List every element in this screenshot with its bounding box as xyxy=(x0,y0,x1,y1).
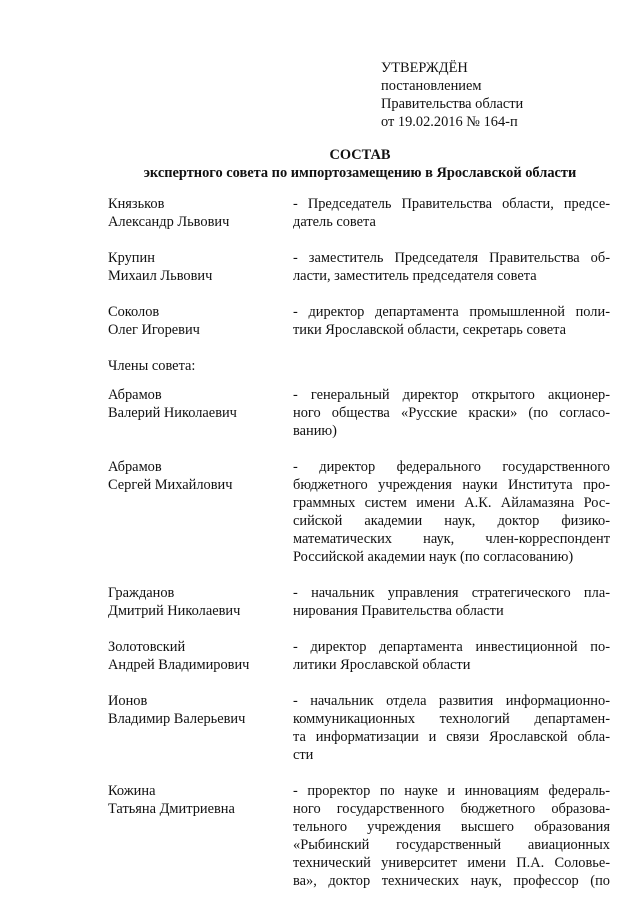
title-line-2: экспертного совета по импортозамещению в Ярославской области xyxy=(143,165,577,181)
person-given-names: Олег Игоревич xyxy=(108,322,200,338)
role-line: ного общества «Русские краски» (по согласо- xyxy=(293,405,610,421)
person-surname: Князьков xyxy=(108,196,165,212)
person-given-names: Александр Львович xyxy=(108,214,230,230)
role-line: литики Ярославской области xyxy=(293,657,471,673)
person-name xyxy=(108,386,293,440)
council-row xyxy=(108,195,608,231)
role-line: - генеральный директор открытого акционер- xyxy=(293,387,610,403)
person-surname: Кожина xyxy=(108,783,156,799)
person-given-names: Татьяна Дмитриевна xyxy=(108,801,235,817)
person-name xyxy=(108,303,293,339)
person-given-names: Валерий Николаевич xyxy=(108,405,237,421)
council-row xyxy=(108,692,608,764)
person-name xyxy=(108,584,293,620)
role-line: бюджетного учреждения науки Института про- xyxy=(293,477,610,493)
approval-line-3: Правительства области xyxy=(381,96,524,112)
person-name xyxy=(108,458,293,566)
person-surname: Соколов xyxy=(108,304,160,320)
person-surname: Ионов xyxy=(108,693,148,709)
council-row xyxy=(108,386,608,440)
council-row xyxy=(108,458,608,566)
person-given-names: Михаил Львович xyxy=(108,268,213,284)
role-line: - заместитель Председателя Правительства об- xyxy=(293,250,610,266)
members-label: Члены совета: xyxy=(108,358,196,374)
person-surname: Гражданов xyxy=(108,585,175,601)
person-name xyxy=(108,782,293,890)
document-title xyxy=(100,146,620,182)
role-line: граммных систем имени А.К. Айламазяна Рос- xyxy=(293,495,610,511)
person-given-names: Сергей Михайлович xyxy=(108,477,233,493)
role-line: - проректор по науке и инновациям федераль- xyxy=(293,783,610,799)
role-line: сийской академии наук, доктор физико- xyxy=(293,513,610,529)
person-surname: Абрамов xyxy=(108,459,162,475)
person-surname: Золотовский xyxy=(108,639,186,655)
role-line: ва», доктор технических наук, профессор (по xyxy=(293,873,610,889)
title-line-1: СОСТАВ xyxy=(329,147,391,163)
council-row xyxy=(108,303,608,339)
person-surname: Крупин xyxy=(108,250,155,266)
role-line: датель совета xyxy=(293,214,376,230)
person-role xyxy=(293,638,610,674)
role-line: тельного учреждения высшего образования xyxy=(293,819,610,835)
person-name xyxy=(108,638,293,674)
person-name xyxy=(108,249,293,285)
approval-stamp xyxy=(381,59,611,131)
role-line: нирования Правительства области xyxy=(293,603,504,619)
person-role xyxy=(293,458,610,566)
person-given-names: Дмитрий Николаевич xyxy=(108,603,241,619)
role-line: математических наук, член-корреспондент xyxy=(293,531,610,547)
role-line: - начальник управления стратегического пла- xyxy=(293,585,610,601)
person-role xyxy=(293,386,610,440)
role-line: сти xyxy=(293,747,314,763)
person-given-names: Владимир Валерьевич xyxy=(108,711,246,727)
role-line: Российской академии наук (по согласованию) xyxy=(293,549,574,565)
role-line: - Председатель Правительства области, предсе- xyxy=(293,196,610,212)
person-role xyxy=(293,303,610,339)
approval-line-1: УТВЕРЖДЁН xyxy=(381,60,468,76)
role-line: - начальник отдела развития информационно- xyxy=(293,693,610,709)
council-row xyxy=(108,584,608,620)
person-given-names: Андрей Владимирович xyxy=(108,657,250,673)
approval-line-2: постановлением xyxy=(381,78,482,94)
role-line: та информатизации и связи Ярославской обла- xyxy=(293,729,610,745)
person-name xyxy=(108,195,293,231)
role-line: коммуникационных технологий департамен- xyxy=(293,711,610,727)
role-line: - директор федерального государственного xyxy=(293,459,610,475)
role-line: тики Ярославской области, секретарь совета xyxy=(293,322,567,338)
role-line: - директор департамента инвестиционной по- xyxy=(293,639,610,655)
person-surname: Абрамов xyxy=(108,387,162,403)
council-row xyxy=(108,782,608,890)
role-line: ласти, заместитель председателя совета xyxy=(293,268,537,284)
approval-line-4: от 19.02.2016 № 164-п xyxy=(381,114,518,130)
person-role xyxy=(293,692,610,764)
role-line: «Рыбинский государственный авиационных xyxy=(293,837,610,853)
council-row xyxy=(108,638,608,674)
council-row xyxy=(108,249,608,285)
role-line: технический университет имени П.А. Соловье- xyxy=(293,855,610,871)
person-role xyxy=(293,195,610,231)
role-line: ного государственного бюджетного образова- xyxy=(293,801,610,817)
council-composition xyxy=(108,195,608,908)
person-role xyxy=(293,249,610,285)
person-role xyxy=(293,584,610,620)
role-line: - директор департамента промышленной поли- xyxy=(293,304,610,320)
person-name xyxy=(108,692,293,764)
person-role xyxy=(293,782,610,890)
role-line: ванию) xyxy=(293,423,337,439)
